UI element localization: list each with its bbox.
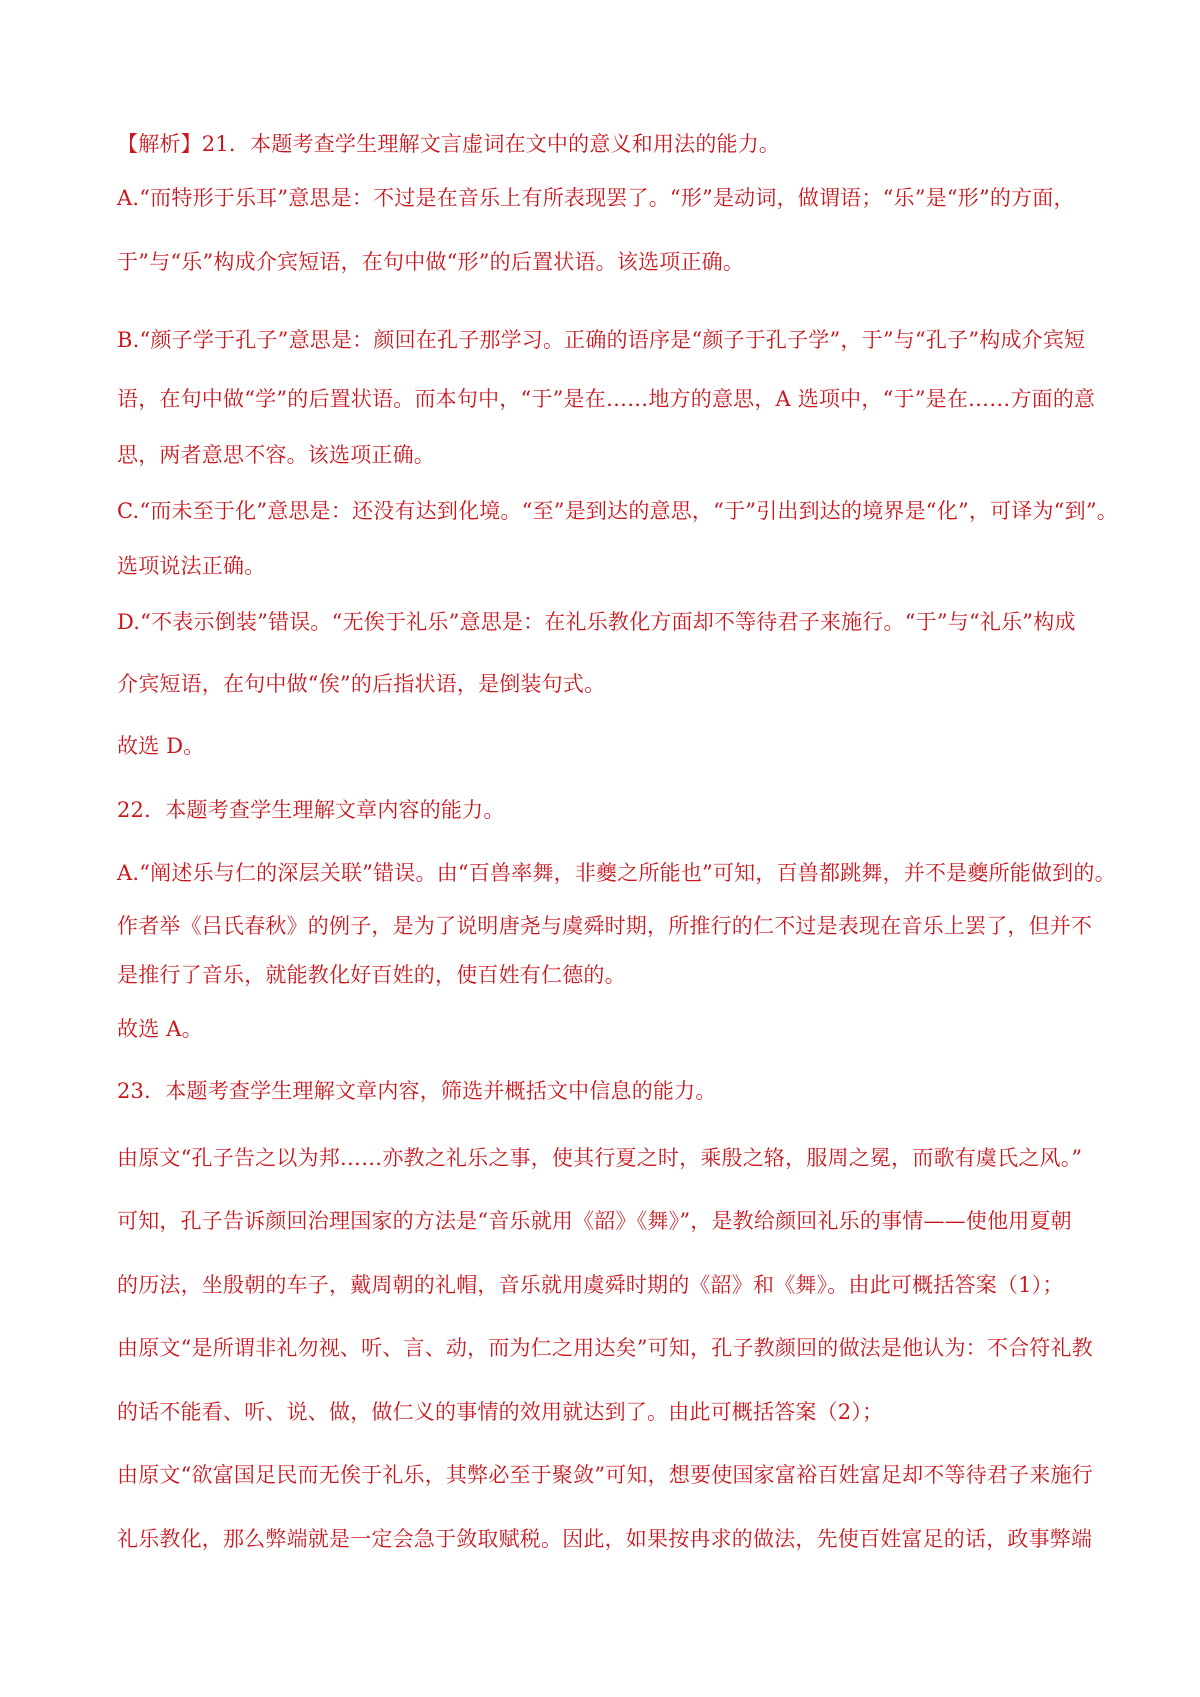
text-line: 作者举《吕氏春秋》的例子，是为了说明唐尧与虞舜时期，所推行的仁不过是表现在音乐上罢了，但并不 [117, 914, 1093, 938]
text-line: C.“而未至于化”意思是：还没有达到化境。“至”是到达的意思，“于”引出到达的境界是“化”，可译为“到”。 [117, 499, 1118, 523]
text-line: 由原文“是所谓非礼勿视、听、言、动，而为仁之用达矣”可知，孔子教颜回的做法是他认为：不合符礼教 [117, 1336, 1093, 1360]
text-line: 于”与“乐”构成介宾短语，在句中做“形”的后置状语。该选项正确。 [117, 250, 745, 274]
text-line: 22．本题考查学生理解文章内容的能力。 [117, 798, 505, 822]
text-line: 礼乐教化，那么弊端就是一定会急于敛取赋税。因此，如果按冉求的做法，先使百姓富足的话，政事弊端 [117, 1527, 1093, 1551]
text-line: 介宾短语，在句中做“俟”的后指状语，是倒装句式。 [117, 672, 606, 696]
text-line: D.“不表示倒装”错误。“无俟于礼乐”意思是：在礼乐教化方面却不等待君子来施行。“于”与“礼乐”构成 [117, 610, 1076, 634]
text-line: 思，两者意思不容。该选项正确。 [117, 443, 435, 467]
text-line: 故选 D。 [117, 734, 205, 758]
text-line: 23．本题考查学生理解文章内容，筛选并概括文中信息的能力。 [117, 1079, 717, 1103]
text-line: 【解析】21．本题考查学生理解文言虚词在文中的意义和用法的能力。 [117, 132, 781, 156]
text-line: 的话不能看、听、说、做，做仁义的事情的效用就达到了。由此可概括答案（2）； [117, 1400, 884, 1424]
text-line: 的历法，坐殷朝的车子，戴周朝的礼帽，音乐就用虞舜时期的《韶》和《舞》。由此可概括答案（1）； [117, 1273, 1064, 1297]
text-line: 语，在句中做“学”的后置状语。而本句中，“于”是在……地方的意思，A 选项中，“于”是在……方面的意 [117, 387, 1096, 411]
text-line: 是推行了音乐，就能教化好百姓的，使百姓有仁德的。 [117, 963, 626, 987]
text-line: 故选 A。 [117, 1017, 203, 1041]
text-line: 由原文“欲富国足民而无俟于礼乐，其弊必至于聚敛”可知，想要使国家富裕百姓富足却不等待君子来施行 [117, 1463, 1093, 1487]
text-line: A.“阐述乐与仁的深层关联”错误。由“百兽率舞，非夔之所能也”可知，百兽都跳舞，并不是夔所能做到的。 [117, 861, 1116, 885]
text-line: B.“颜子学于孔子”意思是：颜回在孔子那学习。正确的语序是“颜子于孔子学”，于”与“孔子”构成介宾短 [117, 328, 1086, 352]
text-line: 选项说法正确。 [117, 554, 266, 578]
text-line: A.“而特形于乐耳”意思是：不过是在音乐上有所表现罢了。“形”是动词，做谓语；“乐”是“形”的方面， [117, 186, 1075, 210]
text-line: 可知，孔子告诉颜回治理国家的方法是“音乐就用《韶》《舞》”，是教给颜回礼乐的事情——使他用夏朝 [117, 1209, 1072, 1233]
text-line: 由原文“孔子告之以为邦……亦教之礼乐之事，使其行夏之时，乘殷之辂，服周之冕，而歌有虞氏之风。” [117, 1146, 1083, 1170]
